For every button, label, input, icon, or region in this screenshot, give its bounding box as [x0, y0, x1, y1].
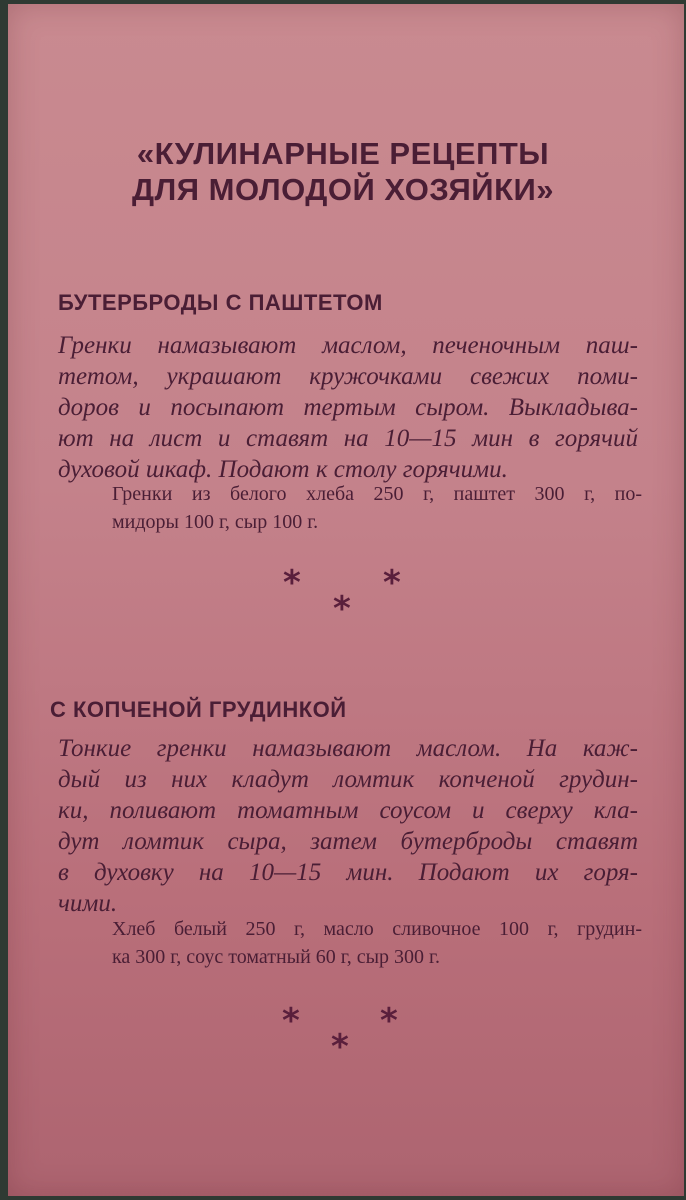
recipe-2-line-4: дут ломтик сыра, затем бутерброды ставят: [58, 828, 638, 855]
recipe-2-line-5: в духовку на 10—15 мин. Подают их горя-: [58, 859, 638, 886]
book-title-line-1: «КУЛИНАРНЫЕ РЕЦЕПТЫ: [136, 136, 550, 171]
recipe-2-instructions: [58, 733, 638, 919]
divider-star: *: [283, 563, 301, 603]
recipe-1-line-2: тетом, украшают кружочками свежих поми-: [58, 363, 638, 390]
recipe-2-ingredients-line-2: ка 300 г, соус томатный 60 г, сыр 300 г.: [112, 946, 440, 968]
divider-stars-1: [0, 563, 686, 629]
recipe-2-line-2: дый из них кладут ломтик копченой грудин-: [58, 766, 638, 793]
recipe-2-ingredients-line-1: Хлеб белый 250 г, масло сливочное 100 г, грудин-: [112, 918, 642, 940]
recipe-1-heading: БУТЕРБРОДЫ С ПАШТЕТОМ: [58, 290, 383, 315]
recipe-1-ingredients: [112, 480, 642, 536]
recipe-1-ingredients-line-1: Гренки из белого хлеба 250 г, паштет 300 г, по-: [112, 483, 642, 505]
recipe-2-line-1: Тонкие гренки намазывают маслом. На каж-: [58, 735, 638, 762]
recipe-2-heading: С КОПЧЕНОЙ ГРУДИНКОЙ: [50, 697, 347, 722]
recipe-2-ingredients: [112, 915, 642, 971]
divider-star: *: [282, 1001, 300, 1041]
book-title: [0, 136, 686, 208]
recipe-2-line-3: ки, поливают томатным соусом и сверху кла-: [58, 797, 638, 824]
recipe-1-line-5: духовой шкаф. Подают к столу горячими.: [58, 456, 508, 483]
recipe-1-line-3: доров и посыпают тертым сыром. Выкладыва-: [58, 394, 638, 421]
divider-star: *: [380, 1001, 398, 1041]
divider-stars-2: [0, 1001, 686, 1067]
divider-star: *: [333, 589, 351, 629]
divider-star: *: [331, 1027, 349, 1067]
recipe-1-ingredients-line-2: мидоры 100 г, сыр 100 г.: [112, 511, 319, 533]
recipe-2-line-6: чими.: [58, 890, 118, 917]
recipe-1-line-1: Гренки намазывают маслом, печеночным паш-: [58, 332, 638, 359]
divider-star: *: [383, 563, 401, 603]
recipe-1-line-4: ют на лист и ставят на 10—15 мин в горячий: [58, 425, 638, 452]
recipe-1-instructions: [58, 330, 638, 485]
book-title-line-2: ДЛЯ МОЛОДОЙ ХОЗЯЙКИ»: [131, 172, 555, 207]
